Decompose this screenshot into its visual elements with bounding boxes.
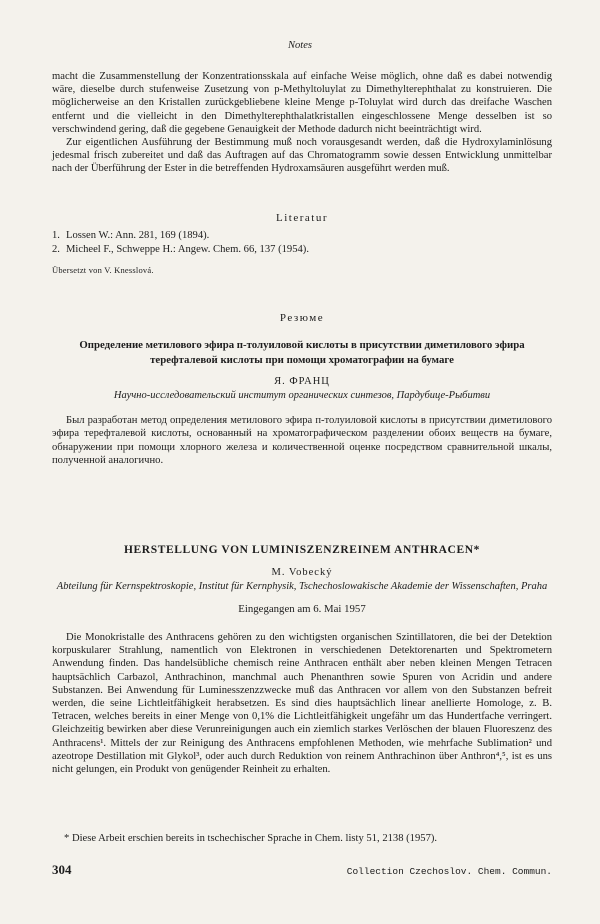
continuation-paragraph-2: Zur eigentlichen Ausführung der Bestimmung muß noch vorausgesandt werden, daß die Hydroxylaminlösung jedesmal frisch zubereitet und daß das Auftragen auf das Chromatogramm sowie dessen Entwicklung unmittelbar nach der Überführung der Ester in die betreffenden Hydroxamsäuren ausgeführt werden muß. [52,137,552,175]
footnote: * Diese Arbeit erschien bereits in tschechischer Sprache in Chem. listy 51, 2138 (1957). [64,833,438,844]
resume-affiliation: Научно-исследовательский институт органических синтезов, Пардубице-Рыбитви [113,390,491,401]
footnote-area [52,832,552,845]
article-author: M. Vobecký [271,567,333,578]
literature-section [52,212,552,275]
article-section [52,544,552,776]
reference-number: 2. [52,243,60,255]
article-title: HERSTELLUNG VON LUMINISZENZREINEM ANTHRACEN* [123,544,480,556]
page-footer [52,862,552,878]
page-number: 304 [52,862,72,877]
resume-title: Резюме [279,312,325,324]
reference-item [52,229,552,243]
resume-paper-title: Определение метилового эфира п-толуиловой кислоты в присутствии диметилового эфира терефталевой кислоты при помощи хроматографии на бумаге [79,339,525,366]
journal-name: Collection Czechoslov. Chem. Commun. [346,866,552,877]
reference-number: 1. [52,230,60,241]
continuation-paragraph-1: macht die Zusammenstellung der Konzentrationsskala auf einfache Weise möglich, ohne daß es dabei notwendig wäre, dieselbe durch stufenweise Zusetzung von p-Methyltoluylat zu Dimethylterephthalat zu konstruieren. Die möglicherweise an den Kristallen zurückgebliebene kleine Menge p-Toluylat wird durch das dreifache Waschen entfernt und die vielleicht in den Dimethylterephthalatkristallen eingeschlossene Menge desselben ist so verschwindend gering, daß die gegebene Genauigkeit der Methode dadurch nicht beeinträchtigt wird. [52,71,552,135]
reference-text: Lossen W.: Ann. 281, 169 (1894). [66,230,210,241]
reference-item [52,243,552,257]
running-header: Notes [288,40,312,51]
literature-title: Literatur [276,212,328,224]
resume-author: Я. ФРАНЦ [274,376,330,387]
article-affiliation: Abteilung für Kernspektroskopie, Institut für Kernphysik, Tschechoslowakische Akademie der Wissenschaften, Praha [56,581,548,592]
article-body: Die Monokristalle des Anthracens gehören zu den wichtigsten organischen Szintillatoren, die bei der Detektion korpuskularer Strahlung, namentlich von Elektronen in verschiedenen Detektorenarten und Spektrometern Anwendung finden. Das handelsübliche chemisch reine Anthracen enthält aber neben kleinen Mengen Tetracen hauptsächlich Carbazol, Anthrachinon, manchmal auch Phenanthren sowie Spuren von Acridin und andere Substanzen. Bei Anwendung für Luminesszenzzwecke muß das Anthracen vor allem von den Substanzen befreit werden, die seine Lichtleitfähigkeit herabsetzen. Es sind dies hauptsächlich linear anellierte Homologe, z. B. Tetracen, welches bereits in einer Menge von 0,1% die Lichtleitfähigkeit ungefähr um das Hundertfache verringert. Gleichzeitig bewirken aber diese Verunreinigungen auch ein ziemlich starkes Verlöschen der blauen Fluoreszenz des Anthracens¹. Mittels der zur Reinigung des Anthracens empfohlenen Methoden, wie mehrfache Sublimation² und azeotrope Destillation mit Glykol³, oder auch durch Reduktion von reinem Anthrachinon über Anthron⁴,⁵, ist es uns nicht gelungen, ein Produkt von genügender Reinheit zu erhalten. [52,632,552,776]
resume-section [52,312,552,467]
translator-note: Übersetzt von V. Knesslová. [52,265,154,275]
reference-text: Micheel F., Schweppe H.: Angew. Chem. 66, 137 (1954). [66,243,309,255]
continuation-text [52,70,552,176]
resume-abstract: Был разработан метод определения метилового эфира п-толуиловой кислоты в присутствии диметилового эфира терефталевой кислоты, основанный на хроматографическом разделении обоих веществ на бумаге, обнаружении при помощи хлорного железа и количественной оценке посредством сравнительной шкалы, полученной аналогично. [52,415,552,466]
reference-list [52,229,552,256]
received-date: Eingegangen am 6. Mai 1957 [238,603,366,615]
